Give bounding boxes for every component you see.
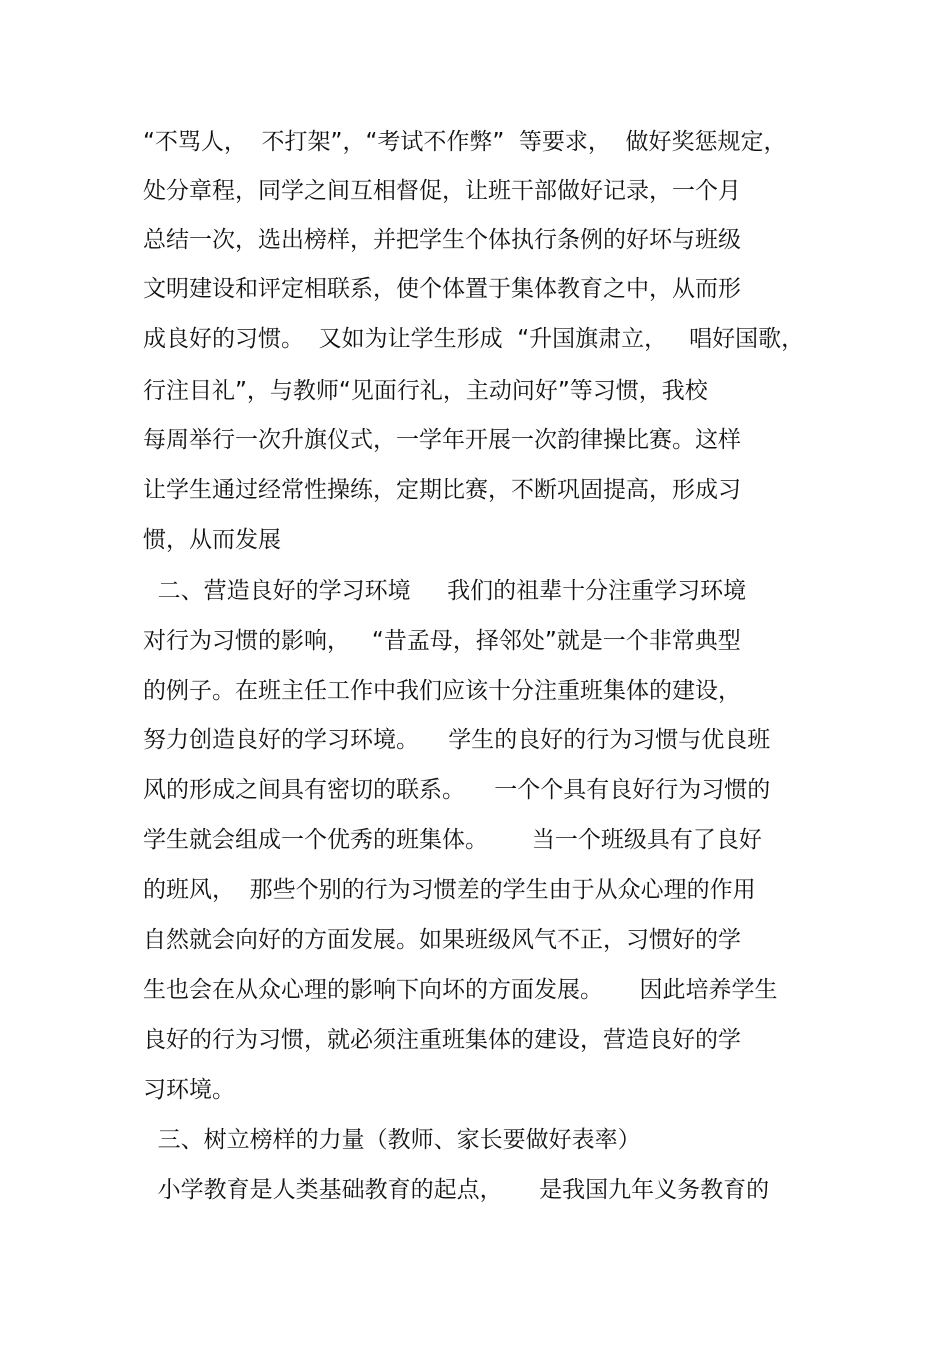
text-line: 对行为习惯的影响， “昔孟母，择邻处”就是一个非常典型 bbox=[143, 628, 741, 654]
text-line: 处分章程，同学之间互相督促，让班干部做好记录，一个月 bbox=[143, 178, 741, 204]
text-line: 的例子。在班主任工作中我们应该十分注重班集体的建设， bbox=[143, 678, 741, 704]
text-line: 的班风， 那些个别的行为习惯差的学生由于从众心理的作用 bbox=[143, 877, 756, 903]
section-heading-3: 三、树立榜样的力量（教师、家长要做好表率） bbox=[143, 1127, 641, 1153]
text-line: “不骂人， 不打架”，“考试不作弊” 等要求， 做好奖惩规定， bbox=[143, 129, 787, 155]
text-line: 努力创造良好的学习环境。 学生的良好的行为习惯与优良班 bbox=[143, 727, 771, 753]
text-line: 风的形成之间具有密切的联系。 一个个具有良好行为习惯的 bbox=[143, 777, 771, 803]
text-line: 小学教育是人类基础教育的起点， 是我国九年义务教育的 bbox=[143, 1177, 770, 1203]
text-line: 行注目礼”，与教师“见面行礼，主动问好”等习惯，我校 bbox=[143, 378, 708, 404]
text-line: 惯，从而发展 bbox=[143, 527, 281, 553]
text-line: 自然就会向好的方面发展。如果班级风气不正，习惯好的学 bbox=[143, 927, 741, 953]
text-line: 让学生通过经常性操练，定期比赛，不断巩固提高，形成习 bbox=[143, 477, 741, 503]
text-line: 文明建设和评定相联系，使个体置于集体教育之中，从而形 bbox=[143, 276, 741, 302]
text-line: 生也会在从众心理的影响下向坏的方面发展。 因此培养学生 bbox=[143, 977, 778, 1003]
text-line: 习环境。 bbox=[143, 1077, 235, 1103]
section-heading-2: 二、营造良好的学习环境 我们的祖辈十分注重学习环境 bbox=[143, 578, 747, 604]
text-line: 良好的行为习惯，就必须注重班集体的建设，营造良好的学 bbox=[143, 1027, 741, 1053]
text-line: 成良好的习惯。 又如为让学生形成 “升国旗肃立， 唱好国歌， bbox=[143, 326, 805, 352]
text-line: 每周举行一次升旗仪式，一学年开展一次韵律操比赛。这样 bbox=[143, 427, 741, 453]
text-line: 学生就会组成一个优秀的班集体。 当一个班级具有了良好 bbox=[143, 827, 762, 853]
text-line: 总结一次，选出榜样，并把学生个体执行条例的好坏与班级 bbox=[143, 227, 741, 253]
